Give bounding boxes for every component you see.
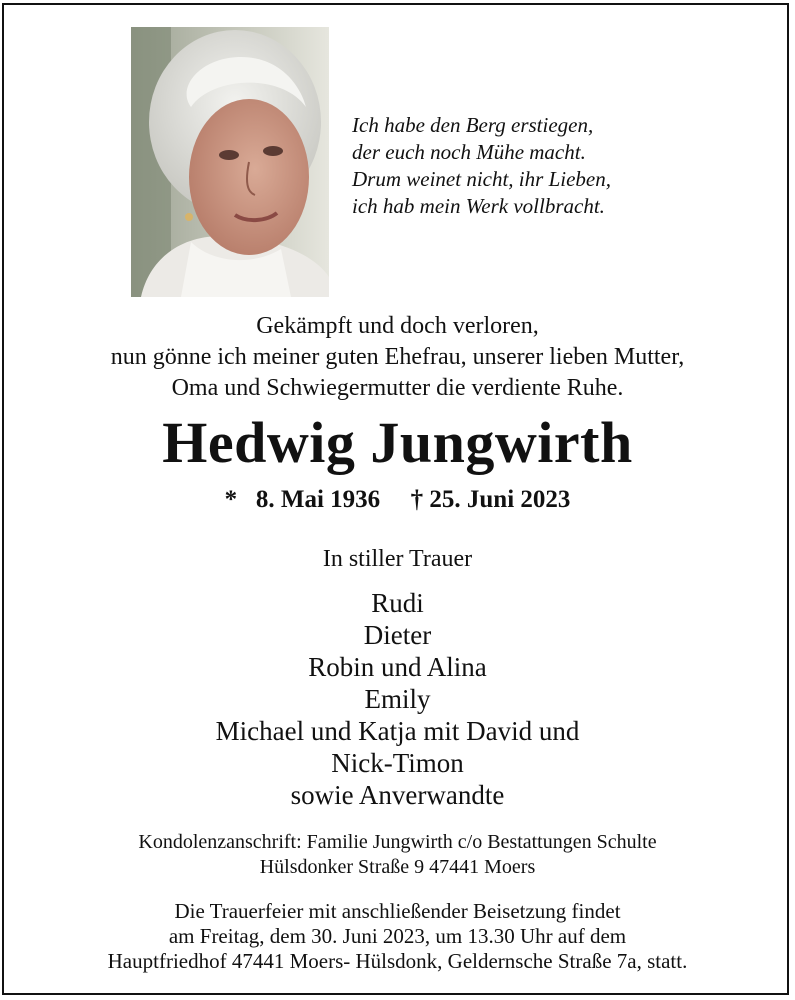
portrait-photo	[131, 27, 329, 297]
mourner-name: Michael und Katja mit David und	[215, 716, 580, 746]
life-dates	[0, 484, 795, 516]
portrait-image	[131, 27, 329, 297]
mourner-name: Emily	[364, 684, 431, 714]
poem	[352, 112, 752, 220]
deceased-name: Hedwig Jungwirth	[162, 410, 633, 475]
ceremony-line: am Freitag, dem 30. Juni 2023, um 13.30 Uhr auf dem	[168, 924, 627, 948]
intro-line: Oma und Schwiegermutter die verdiente Ruhe.	[171, 375, 624, 401]
condolence-address	[0, 830, 795, 880]
poem-line: Ich habe den Berg erstiegen,	[352, 113, 594, 137]
intro-text	[0, 311, 795, 404]
death-symbol: †	[410, 486, 424, 513]
ceremony-line: Die Trauerfeier mit anschließender Beisetzung findet	[174, 899, 621, 923]
intro-line: Gekämpft und doch verloren,	[256, 313, 539, 339]
intro-line: nun gönne ich meiner guten Ehefrau, unserer lieben Mutter,	[110, 344, 685, 370]
death-date: 25. Juni 2023	[429, 486, 571, 513]
condolence-line: Hülsdonker Straße 9 47441 Moers	[259, 856, 536, 878]
mourner-name: Dieter	[363, 620, 432, 650]
condolence-line: Kondolenzanschrift: Familie Jungwirth c/o Bestattungen Schulte	[138, 831, 657, 853]
mourner-name: Nick-Timon	[331, 748, 464, 778]
mourner-name: sowie Anverwandte	[290, 780, 505, 810]
birth-symbol: *	[224, 486, 238, 513]
mourning-heading: In stiller Trauer	[322, 546, 473, 572]
ceremony-info	[0, 899, 795, 974]
mourner-name: Robin und Alina	[308, 652, 487, 682]
poem-line: ich hab mein Werk vollbracht.	[352, 194, 605, 218]
birth-date: 8. Mai 1936	[255, 486, 381, 513]
poem-line: Drum weinet nicht, ihr Lieben,	[352, 167, 611, 191]
mourner-name: Rudi	[371, 588, 424, 618]
mourners-list	[0, 587, 795, 811]
ceremony-line: Hauptfriedhof 47441 Moers- Hülsdonk, Geldernsche Straße 7a, statt.	[107, 949, 688, 973]
poem-line: der euch noch Mühe macht.	[352, 140, 586, 164]
